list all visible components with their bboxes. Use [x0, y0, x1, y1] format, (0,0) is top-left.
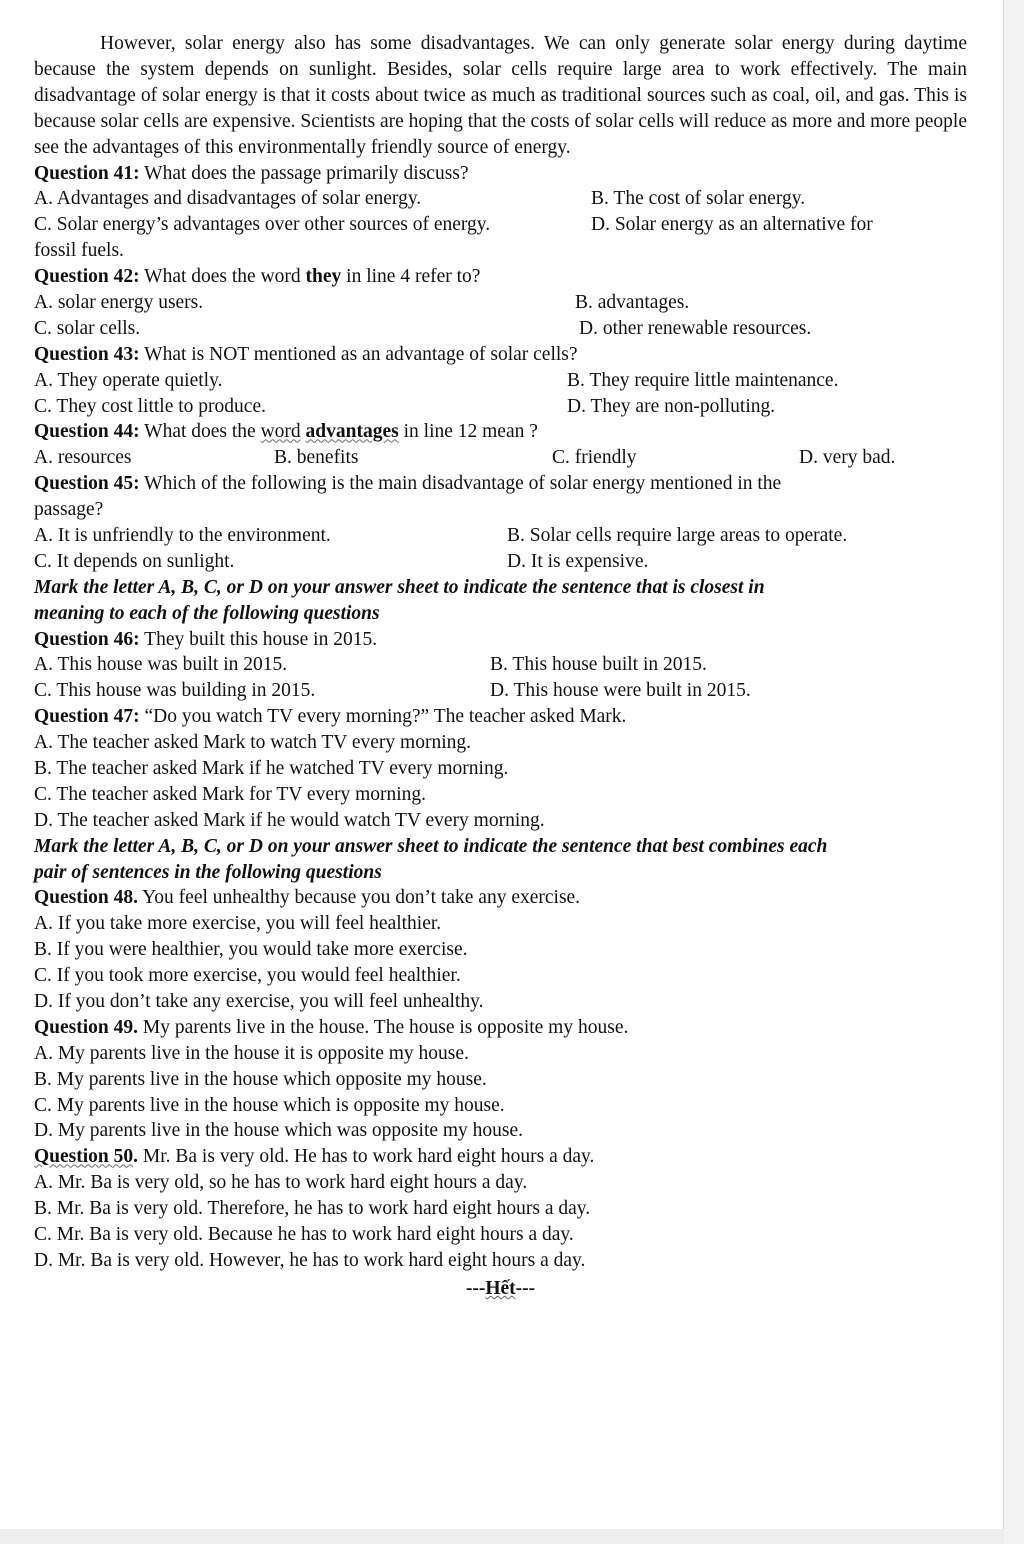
question-text-end: in line 4 refer to?: [341, 266, 481, 288]
options-row: [34, 652, 967, 678]
option-c: C. solar cells.: [34, 317, 141, 339]
option-a: A. My parents live in the house it is opposite my house.: [34, 1042, 469, 1064]
option-a: A. The teacher asked Mark to watch TV every morning.: [34, 732, 471, 754]
option-d: D. very bad.: [799, 447, 896, 469]
option-c: C. friendly: [552, 447, 637, 469]
option-c: C. This house was building in 2015.: [34, 680, 316, 702]
instruction-line: meaning to each of the following questions: [34, 602, 380, 624]
vertical-scrollbar[interactable]: [1004, 0, 1024, 1544]
option-a: A. It is unfriendly to the environment.: [34, 525, 331, 546]
options-row: [34, 394, 967, 420]
option-d: D. It is expensive.: [507, 550, 649, 572]
question-text: What is NOT mentioned as an advantage of solar cells?: [139, 343, 578, 365]
question-text: Mr. Ba is very old. He has to work hard eight hours a day.: [138, 1146, 595, 1168]
spellcheck-word: word: [260, 421, 301, 443]
question-text-end: in line 12 mean ?: [398, 421, 538, 443]
option-d: D. They are non-polluting.: [567, 395, 776, 417]
instruction-line: pair of sentences in the following questions: [34, 861, 382, 883]
options-row: [34, 368, 967, 394]
option-a: A. resources: [34, 447, 132, 469]
option-d: D. Mr. Ba is very old. However, he has to work hard eight hours a day.: [34, 1249, 586, 1271]
option-d: D. Solar energy as an alternative for: [591, 214, 873, 236]
question-label: Question 49.: [34, 1016, 139, 1038]
option-a: A. Mr. Ba is very old, so he has to work hard eight hours a day.: [34, 1172, 528, 1194]
option-d: D. My parents live in the house which was opposite my house.: [34, 1120, 524, 1142]
question-50: [34, 1144, 967, 1170]
question-label-dot: .: [133, 1146, 139, 1168]
question-43: [34, 342, 967, 368]
option-b: B. benefits: [274, 447, 359, 469]
option-b: B. They require little maintenance.: [567, 369, 839, 391]
option-b: B. If you were healthier, you would take more exercise.: [34, 939, 468, 961]
reading-passage: However, solar energy also has some disadvantages. We can only generate solar energy during daytime because the system depends on sunlight. Besides, solar cells require large area to work effectively. The main disadvantage of solar energy is that it costs about twice as much as traditional sources such as coal, oil, and gas. This is because solar cells are expensive. Scientists are hoping that the costs of solar cells will reduce as more and more people see the advantages of this environmentally friendly source of energy.: [34, 33, 967, 158]
option-b: B. advantages.: [575, 291, 690, 313]
option-d: D. This house were built in 2015.: [490, 680, 751, 702]
question-label: Question 41:: [34, 162, 140, 184]
end-dashes-right: ---: [515, 1277, 536, 1299]
option-b: B. The cost of solar energy.: [591, 188, 806, 210]
question-49: [34, 1015, 967, 1041]
options-row: [34, 316, 967, 342]
question-41: [34, 161, 967, 187]
option-a: A. solar energy users.: [34, 291, 204, 313]
question-label: Question 47:: [34, 706, 140, 728]
option-c: C. The teacher asked Mark for TV every morning.: [34, 783, 427, 805]
question-label: Question 44:: [34, 421, 140, 443]
options-row: [34, 549, 967, 575]
options-row: [34, 678, 967, 704]
option-c: C. Mr. Ba is very old. Because he has to work hard eight hours a day.: [34, 1224, 574, 1246]
option-b: B. My parents live in the house which opposite my house.: [34, 1068, 487, 1090]
question-45: [34, 471, 967, 497]
option-d: D. If you don’t take any exercise, you will feel unhealthy.: [34, 991, 484, 1013]
option-c: C. My parents live in the house which is opposite my house.: [34, 1094, 505, 1116]
question-42: [34, 264, 967, 290]
question-label: Question 42:: [34, 266, 140, 288]
question-label: Question 43:: [34, 343, 140, 365]
option-b: B. Solar cells require large areas to operate.: [507, 525, 848, 546]
question-text: Which of the following is the main disadvantage of solar energy mentioned in the: [139, 473, 782, 495]
question-text: You feel unhealthy because you don’t take any exercise.: [138, 887, 581, 909]
end-dashes-left: ---: [465, 1277, 486, 1299]
option-c: C. Solar energy’s advantages over other sources of energy.: [34, 214, 491, 236]
options-row: [34, 290, 967, 316]
option-d: D. The teacher asked Mark if he would watch TV every morning.: [34, 809, 545, 831]
option-d: D. other renewable resources.: [579, 317, 812, 339]
option-c: C. They cost little to produce.: [34, 395, 266, 417]
options-row: [34, 523, 967, 549]
question-text: What does the passage primarily discuss?: [139, 162, 469, 184]
keyword: they: [305, 266, 342, 288]
end-marker: [34, 1276, 967, 1302]
options-row: [34, 186, 967, 212]
keyword: advantages: [305, 421, 399, 443]
option-c: C. If you took more exercise, you would feel healthier.: [34, 965, 461, 987]
options-row: [34, 212, 967, 238]
document-content: [34, 31, 967, 1302]
options-row: [34, 445, 967, 471]
option-a: A. Advantages and disadvantages of solar energy.: [34, 188, 422, 210]
option-b: B. This house built in 2015.: [490, 654, 707, 676]
instruction-line: Mark the letter A, B, C, or D on your answer sheet to indicate the sentence that is closest in: [34, 576, 765, 598]
question-text: My parents live in the house. The house is opposite my house.: [138, 1016, 629, 1038]
question-46: [34, 627, 967, 653]
option-d-continuation: fossil fuels.: [34, 240, 124, 262]
option-a: A. This house was built in 2015.: [34, 654, 288, 676]
option-a: A. If you take more exercise, you will feel healthier.: [34, 913, 442, 935]
end-word: Hết: [485, 1277, 516, 1299]
question-text: They built this house in 2015.: [139, 628, 378, 650]
question-label: Question 46:: [34, 628, 140, 650]
question-text: What does the word: [139, 266, 306, 288]
option-b: B. The teacher asked Mark if he watched TV every morning.: [34, 758, 509, 780]
instruction-line: Mark the letter A, B, C, or D on your answer sheet to indicate the sentence that best combines each: [34, 835, 828, 857]
question-text-continuation: passage?: [34, 499, 104, 521]
option-a: A. They operate quietly.: [34, 369, 223, 391]
question-44: [34, 419, 967, 445]
question-label: Question 45:: [34, 473, 140, 495]
question-label: Question 48.: [34, 887, 139, 909]
question-47: [34, 704, 967, 730]
question-text: “Do you watch TV every morning?” The teacher asked Mark.: [139, 706, 627, 728]
question-text: What does the: [139, 421, 261, 443]
option-b: B. Mr. Ba is very old. Therefore, he has to work hard eight hours a day.: [34, 1198, 591, 1220]
option-c: C. It depends on sunlight.: [34, 550, 235, 572]
page-gutter: [0, 1529, 1004, 1544]
question-48: [34, 885, 967, 911]
question-label: Question 50: [34, 1146, 134, 1168]
